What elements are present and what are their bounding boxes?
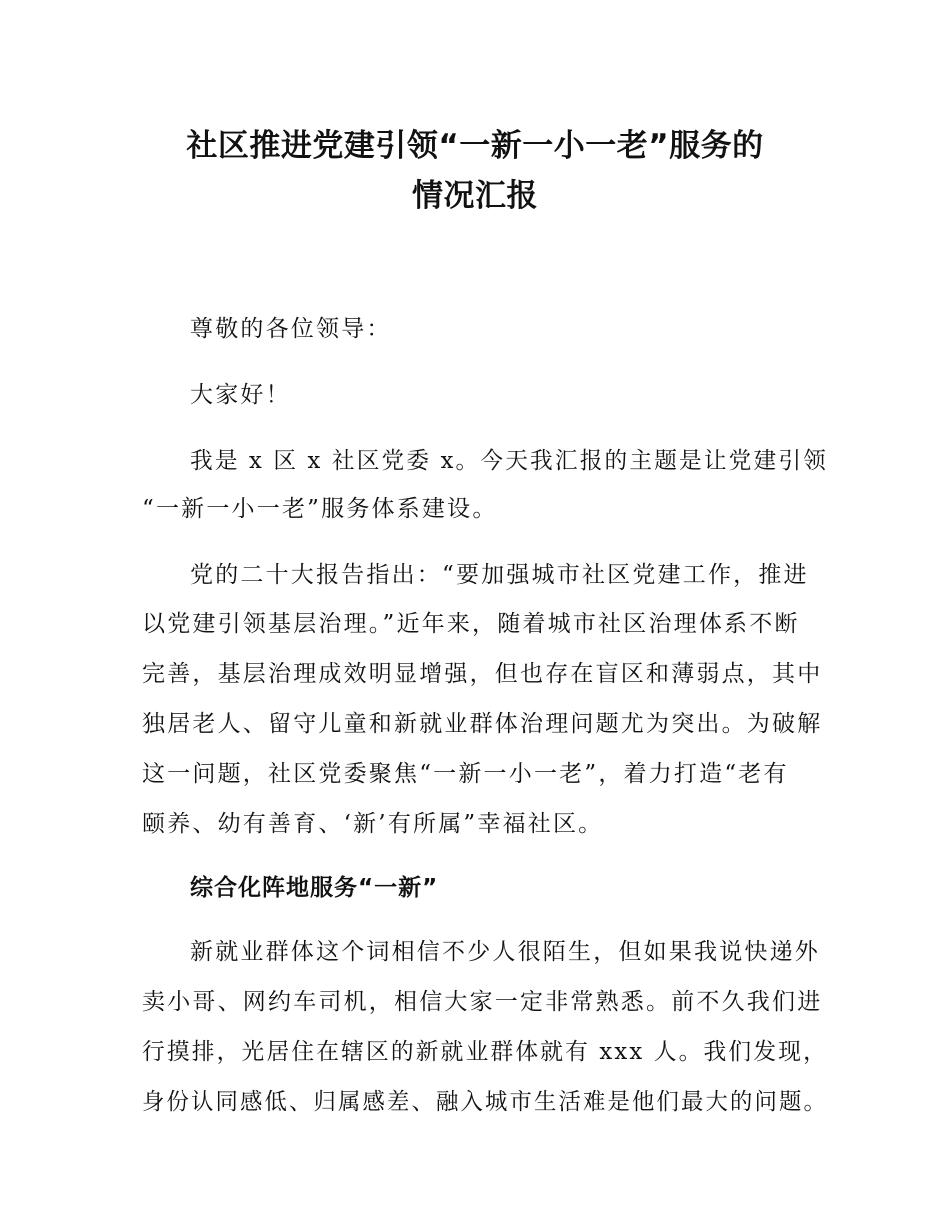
paragraph-2-line-5: 这一问题，社区党委聚焦“一新一小一老”，着力打造“老有	[142, 761, 789, 787]
paragraph-2-line-6: 颐养、幼有善育、‘新’有所属”幸福社区。	[142, 811, 604, 837]
paragraph-1-line-1: 我是 x 区 x 社区党委 x。今天我汇报的主题是让党建引领	[190, 448, 829, 474]
greeting: 大家好！	[190, 382, 291, 408]
document-title-line-1: 社区推进党建引领“一新一小一老”服务的	[186, 128, 764, 164]
paragraph-2-line-3: 完善，基层治理成效明显增强，但也存在盲区和薄弱点，其中	[142, 661, 823, 687]
paragraph-3-line-3: 行摸排，光居住在辖区的新就业群体就有 xxx 人。我们发现，	[142, 1039, 829, 1065]
salutation: 尊敬的各位领导：	[190, 316, 392, 342]
paragraph-3-line-2: 卖小哥、网约车司机，相信大家一定非常熟悉。前不久我们进	[142, 989, 823, 1015]
section-heading-new-employment: 综合化阵地服务“一新”	[190, 875, 439, 901]
document-title-line-2: 情况汇报	[412, 178, 538, 214]
paragraph-2-line-1: 党的二十大报告指出：“要加强城市社区党建工作，推进	[190, 562, 809, 588]
paragraph-3-line-4: 身份认同感低、归属感差、融入城市生活难是他们最大的问题。	[142, 1089, 828, 1115]
paragraph-2-line-4: 独居老人、留守儿童和新就业群体治理问题尤为突出。为破解	[142, 711, 823, 737]
paragraph-1-line-2: “一新一小一老”服务体系建设。	[142, 496, 498, 522]
paragraph-3-line-1: 新就业群体这个词相信不少人很陌生，但如果我说快递外	[190, 939, 820, 965]
paragraph-2-line-2: 以党建引领基层治理。”近年来，随着城市社区治理体系不断	[142, 611, 800, 637]
